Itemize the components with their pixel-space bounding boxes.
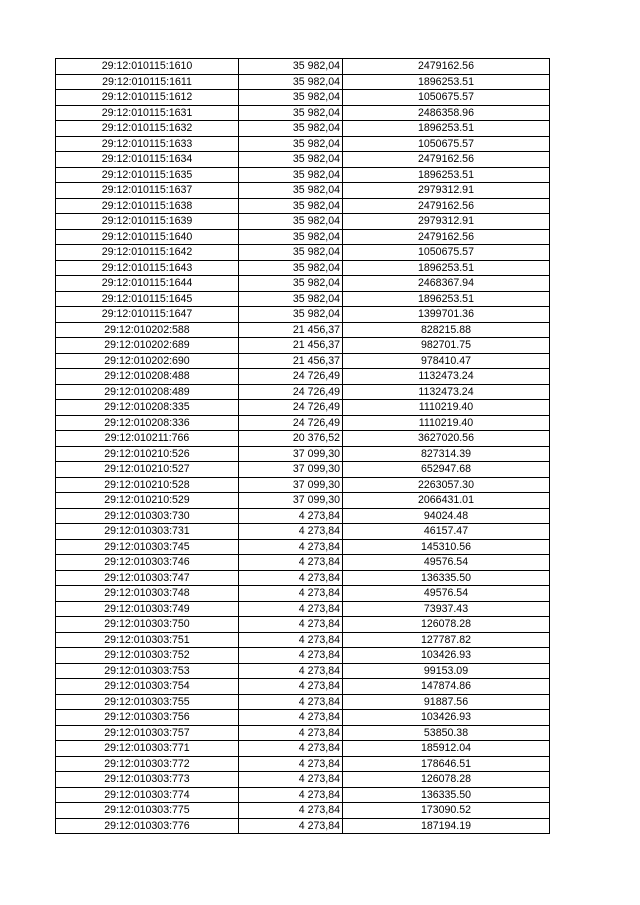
table-row [56,508,550,524]
area-cell: 37 099,30 [239,493,343,509]
cadastral-number-cell: 29:12:010303:774 [56,787,239,803]
area-cell: 35 982,04 [239,152,343,168]
table-row [56,663,550,679]
cadastral-number-cell: 29:12:010115:1647 [56,307,239,323]
table-row [56,353,550,369]
cadastral-number-cell: 29:12:010115:1631 [56,105,239,121]
table-row [56,291,550,307]
area-cell: 35 982,04 [239,59,343,75]
cadastral-number-cell: 29:12:010115:1644 [56,276,239,292]
table-row [56,555,550,571]
cadastral-value-cell: 91887.56 [343,694,550,710]
cadastral-value-cell: 145310.56 [343,539,550,555]
area-cell: 4 273,84 [239,710,343,726]
cadastral-value-cell: 652947.68 [343,462,550,478]
cadastral-value-cell: 103426.93 [343,648,550,664]
cadastral-number-cell: 29:12:010208:489 [56,384,239,400]
area-cell: 4 273,84 [239,539,343,555]
cadastral-value-cell: 136335.50 [343,787,550,803]
area-cell: 35 982,04 [239,307,343,323]
cadastral-number-cell: 29:12:010303:772 [56,756,239,772]
cadastral-value-cell: 46157.47 [343,524,550,540]
cadastral-number-cell: 29:12:010115:1642 [56,245,239,261]
area-cell: 35 982,04 [239,136,343,152]
area-cell: 4 273,84 [239,663,343,679]
area-cell: 4 273,84 [239,570,343,586]
cadastral-value-cell: 94024.48 [343,508,550,524]
cadastral-value-cell: 1132473.24 [343,384,550,400]
table-row [56,803,550,819]
table-row [56,539,550,555]
cadastral-value-cell: 3627020.56 [343,431,550,447]
area-cell: 4 273,84 [239,601,343,617]
cadastral-number-cell: 29:12:010303:750 [56,617,239,633]
cadastral-number-cell: 29:12:010303:746 [56,555,239,571]
cadastral-value-cell: 185912.04 [343,741,550,757]
cadastral-number-cell: 29:12:010211:766 [56,431,239,447]
cadastral-number-cell: 29:12:010115:1610 [56,59,239,75]
cadastral-number-cell: 29:12:010210:526 [56,446,239,462]
table-row [56,818,550,834]
area-cell: 21 456,37 [239,338,343,354]
area-cell: 4 273,84 [239,694,343,710]
cadastral-value-cell: 1110219.40 [343,400,550,416]
table-row [56,59,550,75]
cadastral-value-cell: 2486358.96 [343,105,550,121]
cadastral-value-cell: 1132473.24 [343,369,550,385]
table-row [56,710,550,726]
table-row [56,601,550,617]
area-cell: 35 982,04 [239,90,343,106]
table-row [56,245,550,261]
cadastral-number-cell: 29:12:010115:1612 [56,90,239,106]
cadastral-value-cell: 2479162.56 [343,198,550,214]
table-body [56,59,550,834]
cadastral-value-cell: 978410.47 [343,353,550,369]
area-cell: 35 982,04 [239,198,343,214]
cadastral-number-cell: 29:12:010115:1611 [56,74,239,90]
area-cell: 4 273,84 [239,756,343,772]
area-cell: 35 982,04 [239,167,343,183]
cadastral-value-cell: 2479162.56 [343,229,550,245]
cadastral-value-cell: 127787.82 [343,632,550,648]
cadastral-value-cell: 1896253.51 [343,260,550,276]
area-cell: 20 376,52 [239,431,343,447]
table-row [56,214,550,230]
area-cell: 35 982,04 [239,260,343,276]
cadastral-value-cell: 136335.50 [343,570,550,586]
cadastral-number-cell: 29:12:010303:747 [56,570,239,586]
area-cell: 4 273,84 [239,787,343,803]
cadastral-number-cell: 29:12:010303:771 [56,741,239,757]
area-cell: 4 273,84 [239,725,343,741]
cadastral-value-cell: 1050675.57 [343,136,550,152]
cadastral-number-cell: 29:12:010210:527 [56,462,239,478]
cadastral-value-cell: 1896253.51 [343,291,550,307]
cadastral-number-cell: 29:12:010115:1640 [56,229,239,245]
cadastral-value-cell: 2979312.91 [343,214,550,230]
table-row [56,338,550,354]
table-row [56,524,550,540]
area-cell: 4 273,84 [239,648,343,664]
table-row [56,586,550,602]
area-cell: 24 726,49 [239,369,343,385]
area-cell: 37 099,30 [239,462,343,478]
cadastral-value-cell: 103426.93 [343,710,550,726]
area-cell: 4 273,84 [239,586,343,602]
cadastral-value-cell: 73937.43 [343,601,550,617]
table-row [56,276,550,292]
area-cell: 35 982,04 [239,214,343,230]
cadastral-value-cell: 2979312.91 [343,183,550,199]
cadastral-number-cell: 29:12:010115:1633 [56,136,239,152]
table-row [56,477,550,493]
cadastral-value-cell: 1050675.57 [343,245,550,261]
cadastral-number-cell: 29:12:010303:730 [56,508,239,524]
area-cell: 35 982,04 [239,291,343,307]
table-row [56,152,550,168]
cadastral-number-cell: 29:12:010202:689 [56,338,239,354]
table-row [56,431,550,447]
table-row [56,570,550,586]
table-row [56,307,550,323]
table-row [56,632,550,648]
area-cell: 35 982,04 [239,105,343,121]
cadastral-value-cell: 1050675.57 [343,90,550,106]
table-row [56,772,550,788]
cadastral-number-cell: 29:12:010303:773 [56,772,239,788]
area-cell: 4 273,84 [239,803,343,819]
cadastral-number-cell: 29:12:010303:776 [56,818,239,834]
table-row [56,694,550,710]
area-cell: 4 273,84 [239,632,343,648]
cadastral-value-cell: 147874.86 [343,679,550,695]
cadastral-value-cell: 126078.28 [343,617,550,633]
area-cell: 4 273,84 [239,772,343,788]
cadastral-value-table [55,58,550,834]
cadastral-number-cell: 29:12:010303:752 [56,648,239,664]
table-row [56,493,550,509]
cadastral-number-cell: 29:12:010115:1643 [56,260,239,276]
cadastral-number-cell: 29:12:010208:488 [56,369,239,385]
cadastral-number-cell: 29:12:010303:775 [56,803,239,819]
area-cell: 35 982,04 [239,276,343,292]
area-cell: 35 982,04 [239,245,343,261]
table-row [56,369,550,385]
cadastral-value-cell: 178646.51 [343,756,550,772]
cadastral-number-cell: 29:12:010208:336 [56,415,239,431]
area-cell: 4 273,84 [239,555,343,571]
table-row [56,617,550,633]
area-cell: 4 273,84 [239,818,343,834]
area-cell: 35 982,04 [239,121,343,137]
area-cell: 35 982,04 [239,183,343,199]
cadastral-value-cell: 1896253.51 [343,74,550,90]
cadastral-number-cell: 29:12:010115:1638 [56,198,239,214]
cadastral-number-cell: 29:12:010210:529 [56,493,239,509]
table-row [56,183,550,199]
area-cell: 37 099,30 [239,446,343,462]
cadastral-number-cell: 29:12:010303:757 [56,725,239,741]
cadastral-number-cell: 29:12:010202:588 [56,322,239,338]
cadastral-number-cell: 29:12:010115:1634 [56,152,239,168]
area-cell: 4 273,84 [239,679,343,695]
cadastral-value-cell: 982701.75 [343,338,550,354]
area-cell: 4 273,84 [239,524,343,540]
area-cell: 24 726,49 [239,415,343,431]
cadastral-value-cell: 2468367.94 [343,276,550,292]
area-cell: 35 982,04 [239,229,343,245]
cadastral-number-cell: 29:12:010303:731 [56,524,239,540]
table-row [56,741,550,757]
cadastral-number-cell: 29:12:010303:751 [56,632,239,648]
area-cell: 21 456,37 [239,353,343,369]
table-row [56,679,550,695]
area-cell: 4 273,84 [239,617,343,633]
cadastral-number-cell: 29:12:010115:1635 [56,167,239,183]
cadastral-number-cell: 29:12:010208:335 [56,400,239,416]
cadastral-value-cell: 49576.54 [343,586,550,602]
table-row [56,384,550,400]
table-row [56,198,550,214]
cadastral-value-cell: 828215.88 [343,322,550,338]
table-row [56,462,550,478]
cadastral-value-cell: 53850.38 [343,725,550,741]
cadastral-value-cell: 99153.09 [343,663,550,679]
table-row [56,105,550,121]
cadastral-number-cell: 29:12:010303:755 [56,694,239,710]
table-row [56,74,550,90]
cadastral-value-cell: 126078.28 [343,772,550,788]
table-row [56,136,550,152]
table-row [56,648,550,664]
cadastral-number-cell: 29:12:010303:754 [56,679,239,695]
cadastral-number-cell: 29:12:010202:690 [56,353,239,369]
cadastral-number-cell: 29:12:010115:1637 [56,183,239,199]
cadastral-value-cell: 1896253.51 [343,167,550,183]
area-cell: 24 726,49 [239,400,343,416]
cadastral-value-cell: 187194.19 [343,818,550,834]
table-row [56,229,550,245]
cadastral-value-cell: 2479162.56 [343,152,550,168]
cadastral-number-cell: 29:12:010115:1645 [56,291,239,307]
table-row [56,121,550,137]
area-cell: 35 982,04 [239,74,343,90]
area-cell: 37 099,30 [239,477,343,493]
table-row [56,756,550,772]
area-cell: 24 726,49 [239,384,343,400]
table-row [56,90,550,106]
cadastral-number-cell: 29:12:010210:528 [56,477,239,493]
cadastral-number-cell: 29:12:010303:749 [56,601,239,617]
cadastral-number-cell: 29:12:010303:745 [56,539,239,555]
cadastral-value-cell: 1896253.51 [343,121,550,137]
area-cell: 21 456,37 [239,322,343,338]
table-row [56,260,550,276]
cadastral-number-cell: 29:12:010115:1632 [56,121,239,137]
table-row [56,400,550,416]
cadastral-value-cell: 49576.54 [343,555,550,571]
cadastral-value-cell: 2479162.56 [343,59,550,75]
table-row [56,725,550,741]
cadastral-value-cell: 1399701.36 [343,307,550,323]
cadastral-number-cell: 29:12:010115:1639 [56,214,239,230]
table-row [56,322,550,338]
table-row [56,167,550,183]
cadastral-value-cell: 173090.52 [343,803,550,819]
cadastral-number-cell: 29:12:010303:753 [56,663,239,679]
cadastral-number-cell: 29:12:010303:748 [56,586,239,602]
area-cell: 4 273,84 [239,508,343,524]
cadastral-number-cell: 29:12:010303:756 [56,710,239,726]
cadastral-value-cell: 1110219.40 [343,415,550,431]
cadastral-value-cell: 2263057.30 [343,477,550,493]
cadastral-value-cell: 827314.39 [343,446,550,462]
table-row [56,415,550,431]
table-row [56,446,550,462]
table-row [56,787,550,803]
area-cell: 4 273,84 [239,741,343,757]
cadastral-value-cell: 2066431.01 [343,493,550,509]
